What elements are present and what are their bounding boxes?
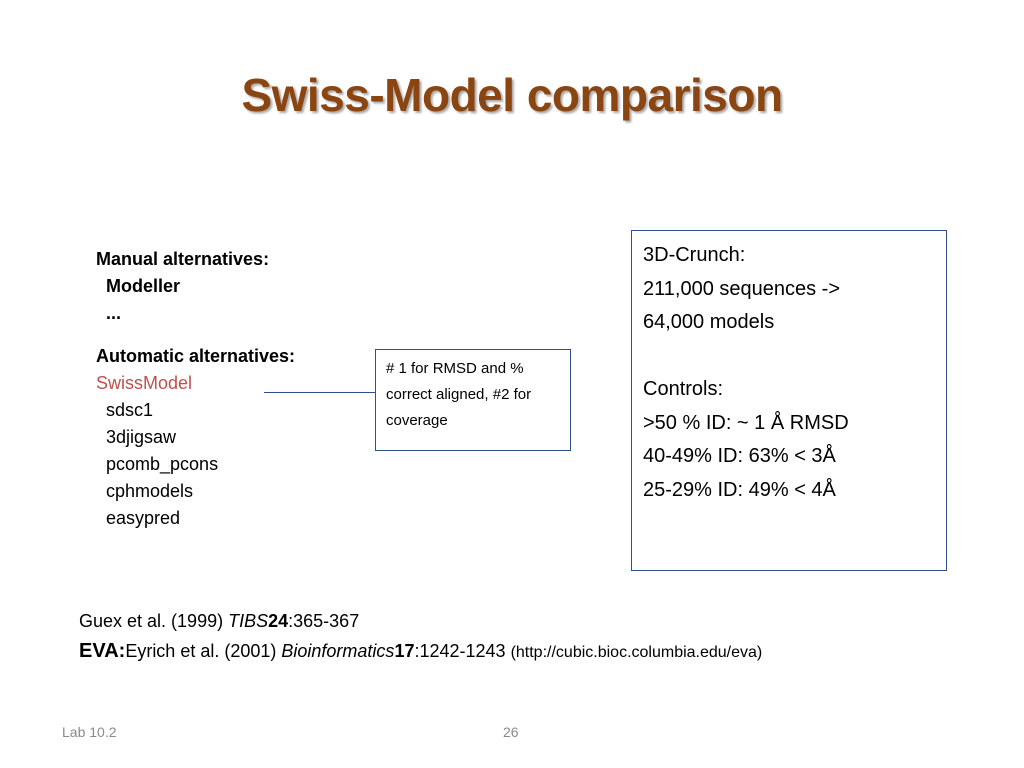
ref-pages: :1242-1243 [414,641,511,661]
crunch-info-box [631,230,947,571]
controls-line: 40-49% ID: 63% < 3Å [643,445,836,467]
slide-title: Swiss-Model comparison [241,69,783,121]
controls-line: >50 % ID: ~ 1 Å RMSD [643,411,849,434]
callout-note-box [375,349,571,451]
eva-label: EVA: [79,640,126,662]
manual-header: Manual alternatives: [96,249,270,269]
crunch-line: 64,000 models [643,311,775,333]
crunch-line: 211,000 sequences -> [643,277,841,300]
ref-pages: :365-367 [288,611,360,631]
reference-eyrich [79,636,762,668]
automatic-item: sdsc1 [106,400,154,420]
eva-url: (http://cubic.bioc.columbia.edu/eva) [510,644,763,661]
manual-item: Modeller [106,276,181,296]
alternatives-list [96,246,295,532]
automatic-item: easypred [106,508,181,528]
footer-label: Lab 10.2 [62,724,117,740]
automatic-item: 3djigsaw [106,427,177,447]
automatic-header: Automatic alternatives: [96,346,296,366]
ref-authors: Guex et al. (1999) [79,611,229,631]
swissmodel-highlight: SwissModel [96,373,193,393]
manual-item: ... [106,303,122,323]
controls-line: 25-29% ID: 49% < 4Å [643,478,836,501]
ref-journal: TIBS [228,611,269,631]
controls-line: Controls: [643,378,724,400]
callout-note-text: # 1 for RMSD and % correct aligned, #2 for coverage [386,360,532,429]
ref-authors: Eyrich et al. (2001) [125,641,282,661]
automatic-item: pcomb_pcons [106,454,219,474]
automatic-item: cphmodels [106,481,194,501]
references [79,606,762,668]
callout-connector-line [264,392,375,393]
ref-volume: 24 [268,611,289,631]
reference-guex [79,606,762,636]
page-number: 26 [503,724,519,740]
crunch-line: 3D-Crunch: [643,244,746,266]
ref-volume: 17 [394,641,415,661]
ref-journal: Bioinformatics [281,641,395,661]
